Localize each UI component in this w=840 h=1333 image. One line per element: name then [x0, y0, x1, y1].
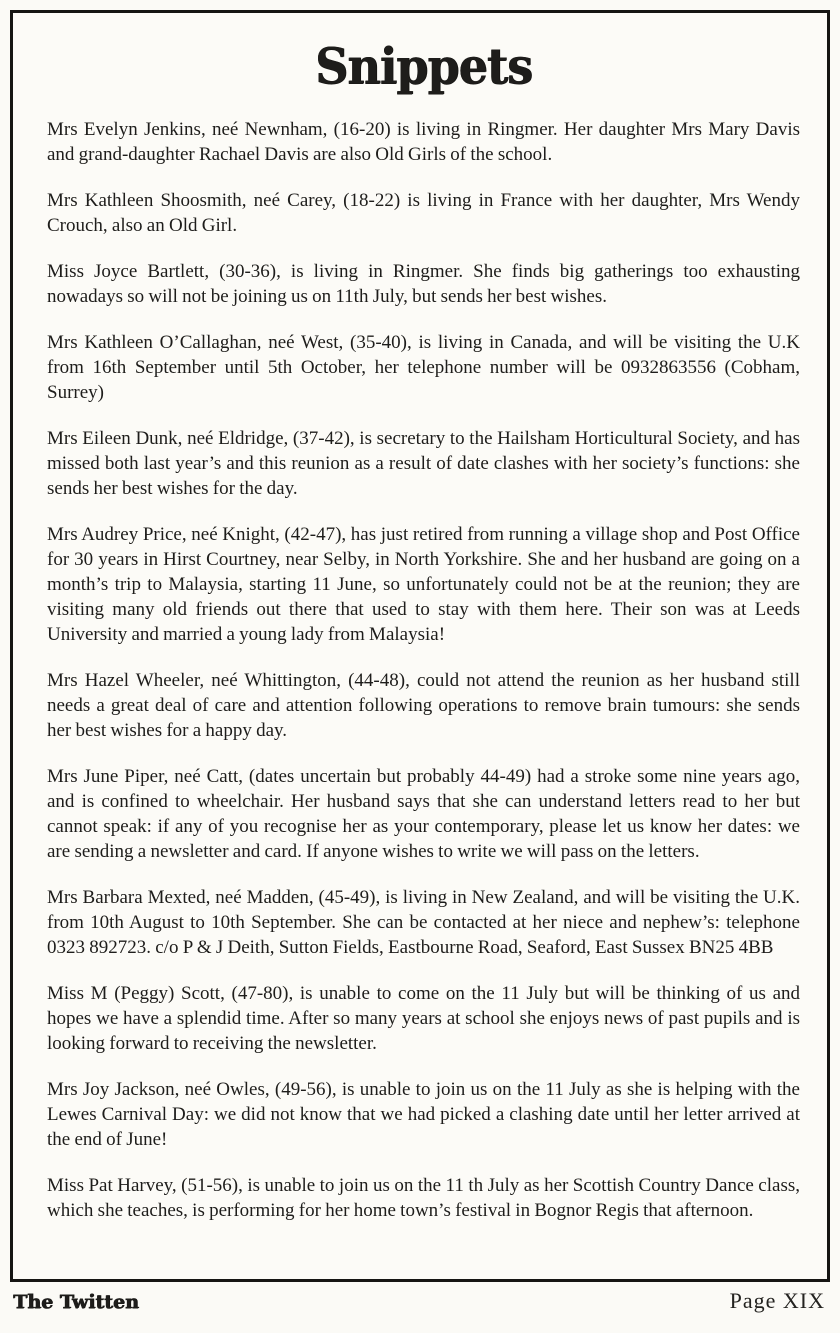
page-title-text: Snippets — [315, 36, 532, 96]
snippet-paragraph: Mrs June Piper, neé Catt, (dates uncertain but probably 44-49) had a stroke some nine years ago, and is confined to wheelchair. Her husband says that she can understand letters read to her but cannot speak: if any of you recognise her as your contemporary, please let us know her dates: we are sending a newsletter and card. If anyone wishes to write we will pass on the letters. — [47, 766, 800, 862]
snippet-paragraph: Miss Pat Harvey, (51-56), is unable to join us on the 11 th July as her Scottish Country Dance class, which she teaches, is performing for her home town’s festival in Bognor Regis that afternoon. — [47, 1175, 800, 1221]
snippet-paragraph: Mrs Joy Jackson, neé Owles, (49-56), is unable to join us on the 11 July as she is helping with the Lewes Carnival Day: we did not know that we had picked a clashing date until her letter arrived at the end of June! — [47, 1079, 800, 1150]
page-footer — [0, 1288, 840, 1314]
snippet-paragraph: Mrs Evelyn Jenkins, neé Newnham, (16-20) is living in Ringmer. Her daughter Mrs Mary Davis and grand-daughter Rachael Davis are also Old Girls of the school. — [47, 119, 800, 165]
snippet-paragraph: Miss M (Peggy) Scott, (47-80), is unable to come on the 11 July but will be thinking of us and hopes we have a splendid time. After so many years at school she enjoys news of past pupils and is looking forward to receiving the newsletter. — [47, 983, 800, 1054]
snippet-paragraph: Mrs Audrey Price, neé Knight, (42-47), has just retired from running a village shop and Post Office for 30 years in Hirst Courtney, near Selby, in North Yorkshire. She and her husband are going on a month’s trip to Malaysia, starting 11 June, so unfortunately could not be at the reunion; they are visiting many old friends out there that used to stay with them here. Their son was at Leeds University and married a young lady from Malaysia! — [47, 524, 800, 645]
page-title — [47, 36, 800, 96]
page-content — [13, 13, 827, 1223]
snippet-paragraph: Mrs Eileen Dunk, neé Eldridge, (37-42), is secretary to the Hailsham Horticultural Society, and has missed both last year’s and this reunion as a result of date clashes with her society’s functions: she sends her best wishes for the day. — [47, 428, 800, 499]
snippet-paragraph: Mrs Barbara Mexted, neé Madden, (45-49), is living in New Zealand, and will be visiting the U.K. from 10th August to 10th September. She can be contacted at her niece and nephew’s: telephone 0323 892723. c/o P & J Deith, Sutton Fields, Eastbourne Road, Seaford, East Sussex BN25 4BB — [47, 887, 800, 958]
snippet-paragraph: Mrs Kathleen O’Callaghan, neé West, (35-40), is living in Canada, and will be visiting the U.K from 16th September until 5th October, her telephone number will be 0932863556 (Cobham, Surrey) — [47, 332, 800, 403]
snippet-paragraph: Miss Joyce Bartlett, (30-36), is living in Ringmer. She finds big gatherings too exhausting nowadays so will not be joining us on 11th July, but sends her best wishes. — [47, 261, 800, 307]
footer-page-number: Page XIX — [729, 1288, 825, 1313]
snippet-paragraph: Mrs Hazel Wheeler, neé Whittington, (44-48), could not attend the reunion as her husband still needs a great deal of care and attention following operations to remove brain tumours: she sends her best wishes for a happy day. — [47, 670, 800, 741]
snippet-paragraph: Mrs Kathleen Shoosmith, neé Carey, (18-22) is living in France with her daughter, Mrs Wendy Crouch, also an Old Girl. — [47, 190, 800, 236]
footer-publication-name: The Twitten — [13, 1291, 139, 1313]
page-border-frame — [10, 10, 830, 1282]
